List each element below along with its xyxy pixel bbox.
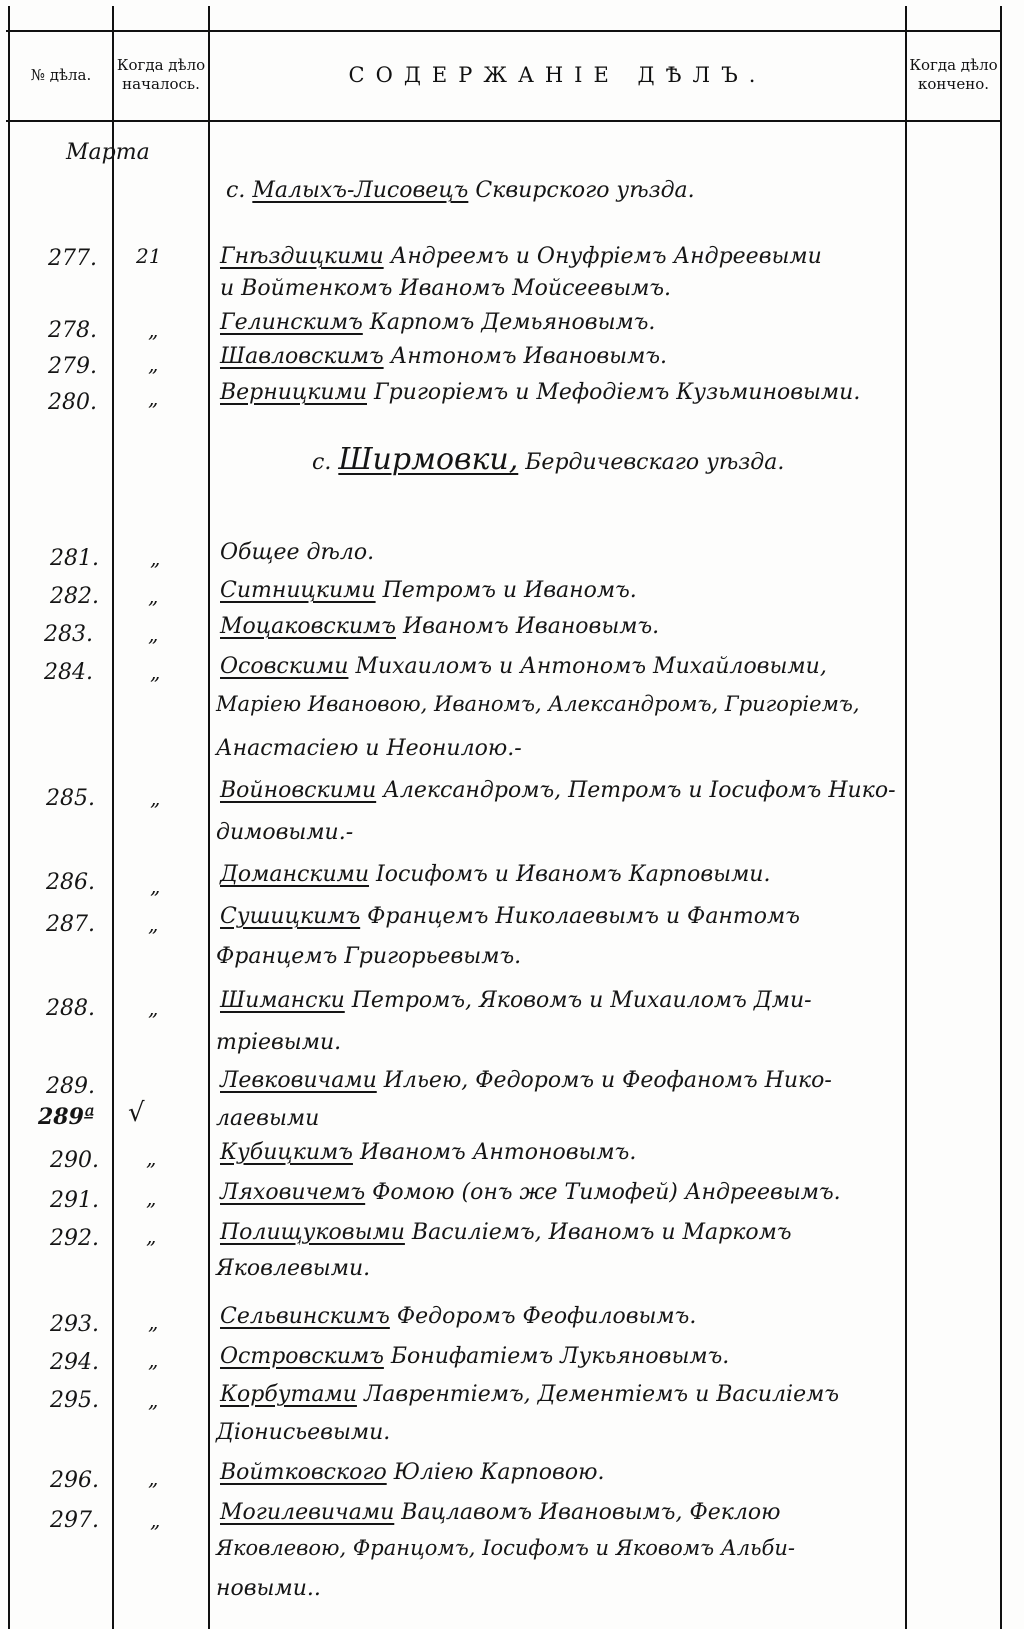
case-text: Францемъ Григорьевымъ.	[216, 944, 522, 969]
case-line	[220, 1180, 841, 1205]
case-number: 277.	[48, 246, 97, 271]
case-line	[220, 540, 374, 565]
case-title: Шимански	[220, 988, 345, 1013]
case-line	[216, 1106, 319, 1131]
case-text: Іосифомъ и Иваномъ Карповыми.	[376, 862, 771, 887]
case-number: 286.	[46, 870, 95, 895]
case-title: Шавловскимъ	[220, 344, 384, 369]
case-text: Анастасіею и Неонилою.-	[216, 736, 522, 761]
case-day: „	[148, 1348, 159, 1372]
case-line	[220, 1460, 604, 1485]
case-day: „	[146, 1146, 157, 1170]
case-text: Ильею, Федоромъ и Феофаномъ Нико-	[383, 1068, 832, 1093]
case-day: „	[150, 660, 161, 684]
case-title: Войтковского	[220, 1460, 387, 1485]
case-number: 291.	[50, 1188, 99, 1213]
case-title: Полищуковыми	[220, 1220, 405, 1245]
case-day: „	[148, 1388, 159, 1412]
case-text: Петромъ и Иваномъ.	[382, 578, 637, 603]
case-day: „	[148, 386, 159, 410]
column-divider-title	[905, 6, 907, 1629]
case-line	[220, 778, 896, 803]
case-number: 283.	[44, 622, 93, 647]
section-heading	[312, 442, 784, 477]
header-title: СОДЕРЖАНІЕ ДѢЛЪ.	[348, 62, 767, 87]
case-title: Островскимъ	[220, 1344, 384, 1369]
case-text: Маріею Ивановою, Иваномъ, Александромъ, Григоріемъ,	[216, 692, 860, 716]
case-text: Вацлавомъ Ивановымъ, Феклою	[401, 1500, 781, 1525]
case-day: „	[148, 1310, 159, 1334]
case-number: 297.	[50, 1508, 99, 1533]
case-line	[220, 1382, 839, 1407]
case-title: Осовскими	[220, 654, 349, 679]
case-line	[220, 244, 822, 269]
case-text: тріевыми.	[216, 1030, 342, 1055]
case-line	[216, 1256, 370, 1281]
case-number: 295.	[50, 1388, 99, 1413]
case-day: „	[148, 318, 159, 342]
case-title: Сушицкимъ	[220, 904, 361, 929]
case-text: Иваномъ Антоновымъ.	[359, 1140, 637, 1165]
case-number: 290.	[50, 1148, 99, 1173]
case-title: Гелинскимъ	[220, 310, 363, 335]
month-label: Марта	[66, 140, 150, 165]
case-day: „	[148, 1466, 159, 1490]
case-number: 281.	[50, 546, 99, 571]
right-border	[1000, 6, 1002, 1629]
case-line	[220, 380, 860, 405]
case-day: „	[148, 622, 159, 646]
section-prefix: с.	[312, 450, 332, 475]
case-number: 294.	[50, 1350, 99, 1375]
case-text: Францемъ Николаевымъ и Фантомъ	[367, 904, 800, 929]
case-text: Діонисьевыми.	[216, 1420, 391, 1445]
section-prefix: с.	[226, 178, 246, 203]
header-bottom-rule	[6, 120, 1002, 122]
case-number: 285.	[46, 786, 95, 811]
header-end: Когда дѣло кончено.	[909, 56, 998, 93]
case-line	[220, 1068, 832, 1093]
case-number: 278.	[48, 318, 97, 343]
case-text: Петромъ, Яковомъ и Михаиломъ Дми-	[351, 988, 812, 1013]
case-day: „	[148, 584, 159, 608]
case-text: Лаврентіемъ, Дементіемъ и Василіемъ	[363, 1382, 839, 1407]
case-line	[220, 614, 659, 639]
header-start: Когда дѣло началось.	[116, 56, 206, 93]
case-day: „	[146, 1186, 157, 1210]
case-day: „	[148, 996, 159, 1020]
column-divider-start	[208, 6, 210, 1629]
case-text: Юліею Карповою.	[393, 1460, 605, 1485]
case-line	[216, 1536, 795, 1560]
case-number: 292.	[50, 1226, 99, 1251]
case-line	[216, 736, 522, 761]
case-day: „	[150, 546, 161, 570]
case-text: новыми..	[216, 1576, 321, 1601]
case-text: Александромъ, Петромъ и Іосифомъ Нико-	[383, 778, 896, 803]
case-line	[216, 1420, 390, 1445]
case-day: „	[150, 786, 161, 810]
case-number: 288.	[46, 996, 95, 1021]
case-number: 284.	[44, 660, 93, 685]
case-number: 282.	[50, 584, 99, 609]
case-title: Ситницкими	[220, 578, 376, 603]
case-title: Доманскими	[220, 862, 370, 887]
case-line	[220, 1304, 696, 1329]
case-number: 280.	[48, 390, 97, 415]
case-number: 289ª	[38, 1104, 95, 1130]
case-number: 289.	[46, 1074, 95, 1099]
section-heading	[226, 178, 695, 203]
case-number: 296.	[50, 1468, 99, 1493]
case-text: Михаиломъ и Антономъ Михайловыми,	[355, 654, 827, 679]
case-title: Ляховичемъ	[220, 1180, 366, 1205]
section-place: Малыхъ-Лисовецъ	[252, 178, 469, 203]
section-district: Сквирского уѣзда.	[475, 178, 695, 203]
column-divider-num	[112, 6, 114, 1629]
case-day: „	[148, 352, 159, 376]
case-text: лаевыми	[216, 1106, 320, 1131]
case-title: Моцаковскимъ	[220, 614, 396, 639]
case-line	[220, 344, 667, 369]
case-title: Общее дѣло.	[220, 540, 375, 565]
header-num: № дѣла.	[30, 65, 92, 84]
case-line	[220, 1344, 729, 1369]
left-border	[8, 6, 10, 1629]
case-line	[220, 578, 637, 603]
case-text: Яковлевыми.	[216, 1256, 371, 1281]
case-line	[216, 944, 521, 969]
case-day: „	[150, 1508, 161, 1532]
case-line	[220, 988, 812, 1013]
case-number: 287.	[46, 912, 95, 937]
case-line	[216, 1576, 321, 1601]
case-title: Левковичами	[220, 1068, 377, 1093]
case-text: Василіемъ, Иваномъ и Маркомъ	[411, 1220, 792, 1245]
case-text: и Войтенкомъ Иваномъ Мойсеевымъ.	[220, 276, 672, 301]
case-day: 21	[136, 244, 162, 268]
case-title: Гнѣздицкими	[220, 244, 384, 269]
check-mark: √	[128, 1098, 145, 1128]
case-text: Карпомъ Демьяновымъ.	[369, 310, 656, 335]
case-text: Григоріемъ и Мефодіемъ Кузьминовыми.	[374, 380, 861, 405]
case-day: „	[146, 1224, 157, 1248]
case-line	[220, 654, 827, 679]
case-text: Яковлевою, Францомъ, Іосифомъ и Яковомъ Альби-	[216, 1536, 795, 1560]
case-title: Верницкими	[220, 380, 367, 405]
case-title: Кубицкимъ	[220, 1140, 353, 1165]
case-title: Сельвинскимъ	[220, 1304, 390, 1329]
case-line	[216, 820, 353, 845]
case-line	[220, 1140, 636, 1165]
case-title: Войновскими	[220, 778, 377, 803]
case-number: 293.	[50, 1312, 99, 1337]
case-text: Иваномъ Ивановымъ.	[402, 614, 660, 639]
case-line	[216, 1030, 341, 1055]
case-title: Могилевичами	[220, 1500, 395, 1525]
case-text: Андреемъ и Онуфріемъ Андреевыми	[390, 244, 822, 269]
case-line	[220, 1500, 780, 1525]
case-line	[220, 904, 800, 929]
case-text: Фомою (онъ же Тимофей) Андреевымъ.	[372, 1180, 841, 1205]
case-number: 279.	[48, 354, 97, 379]
section-district: Бердичевскаго уѣзда.	[525, 450, 785, 475]
case-text: Антономъ Ивановымъ.	[390, 344, 667, 369]
case-line	[220, 1220, 792, 1245]
case-line	[220, 862, 770, 887]
case-line	[220, 276, 671, 301]
case-day: „	[150, 874, 161, 898]
case-text: Бонифатіемъ Лукьяновымъ.	[390, 1344, 730, 1369]
case-day: „	[148, 912, 159, 936]
case-line	[216, 692, 860, 716]
case-line	[220, 310, 655, 335]
case-title: Корбутами	[220, 1382, 357, 1407]
case-text: Федоромъ Феофиловымъ.	[396, 1304, 697, 1329]
case-text: димовыми.-	[216, 820, 354, 845]
section-place: Ширмовки,	[338, 442, 519, 477]
